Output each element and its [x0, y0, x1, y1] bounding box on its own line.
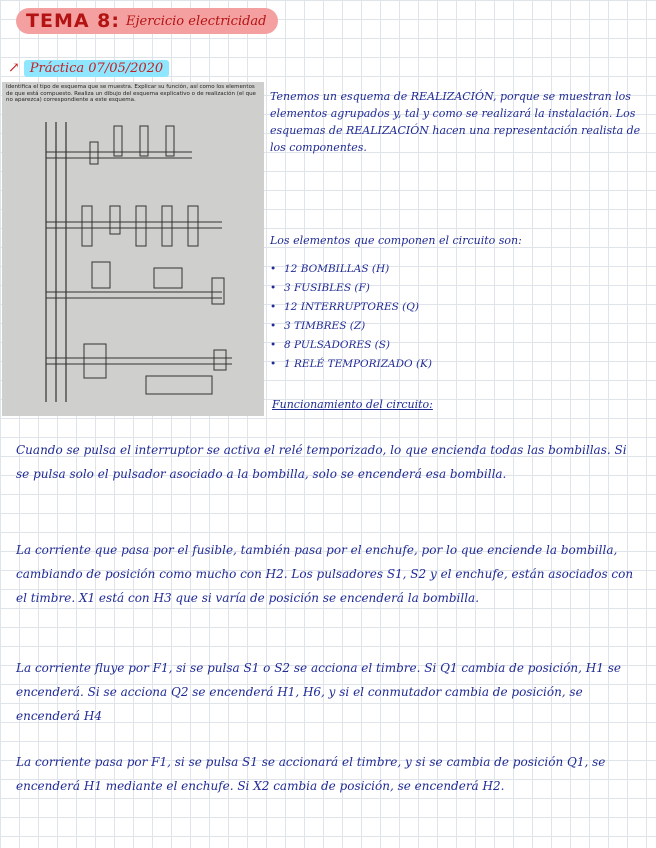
page-title: TEMA 8: — [26, 10, 120, 32]
photo-caption: Identifica el tipo de esquema que se muestra. Explicar su función, así como los elementos de que está compuesto. Realiza un dibujo del esquema explicativo o de realización (el que no aparezca) correspondiente a este esquema. — [6, 84, 256, 103]
title-highlight — [16, 8, 278, 34]
intro-paragraph: Tenemos un esquema de REALIZACIÓN, porque se muestran los elementos agrupados y, tal y como se realizará la instalación. Los esquemas de REALIZACIÓN hacen una representación realista de los componentes. — [270, 90, 641, 154]
components-intro: Los elementos que componen el circuito son: — [270, 234, 522, 247]
paragraph-4: La corriente pasa por F1, si se pulsa S1 se accionará el timbre, y si se cambia de posición Q1, se encenderá H1 mediante el enchufe. Si X2 cambia de posición, se encenderá H2. — [16, 755, 606, 793]
list-item: • 12 INTERRUPTORES (Q) — [270, 301, 419, 313]
arrow-icon: ↗ — [8, 60, 20, 76]
list-item: • 12 BOMBILLAS (H) — [270, 263, 390, 275]
list-item: • 3 TIMBRES (Z) — [270, 320, 366, 332]
circuit-diagram — [2, 82, 264, 416]
paragraph-3: La corriente fluye por F1, si se pulsa S1 o S2 se acciona el timbre. Si Q1 cambia de posición, H1 se encenderá. Si se acciona Q2 se encenderá H1, H6, y si el conmutador cambia de posición, se encenderá H4 — [16, 661, 621, 723]
practice-date-label: Práctica 07/05/2020 — [24, 60, 169, 77]
function-heading: Funcionamiento del circuito: — [272, 398, 433, 411]
list-item: • 1 RELÉ TEMPORIZADO (K) — [270, 358, 432, 370]
list-item: • 8 PULSADORES (S) — [270, 339, 391, 351]
paragraph-1: Cuando se pulsa el interruptor se activa el relé temporizado, lo que encienda todas las bombillas. Si se pulsa solo el pulsador asociado a la bombilla, solo se encenderá esa bombilla. — [16, 443, 627, 481]
page-subtitle: Ejercicio electricidad — [125, 13, 267, 29]
circuit-photo — [2, 82, 264, 416]
list-item: • 3 FUSIBLES (F) — [270, 282, 370, 294]
paragraph-2: La corriente que pasa por el fusible, también pasa por el enchufe, por lo que enciende la bombilla, cambiando de posición como mucho con H2. Los pulsadores S1, S2 y el enchufe, están asociados con el timbre. X1 está con H3 que si varía de posición se encenderá la bombilla. — [16, 543, 634, 605]
practice-heading — [8, 58, 169, 78]
components-list — [270, 260, 642, 374]
